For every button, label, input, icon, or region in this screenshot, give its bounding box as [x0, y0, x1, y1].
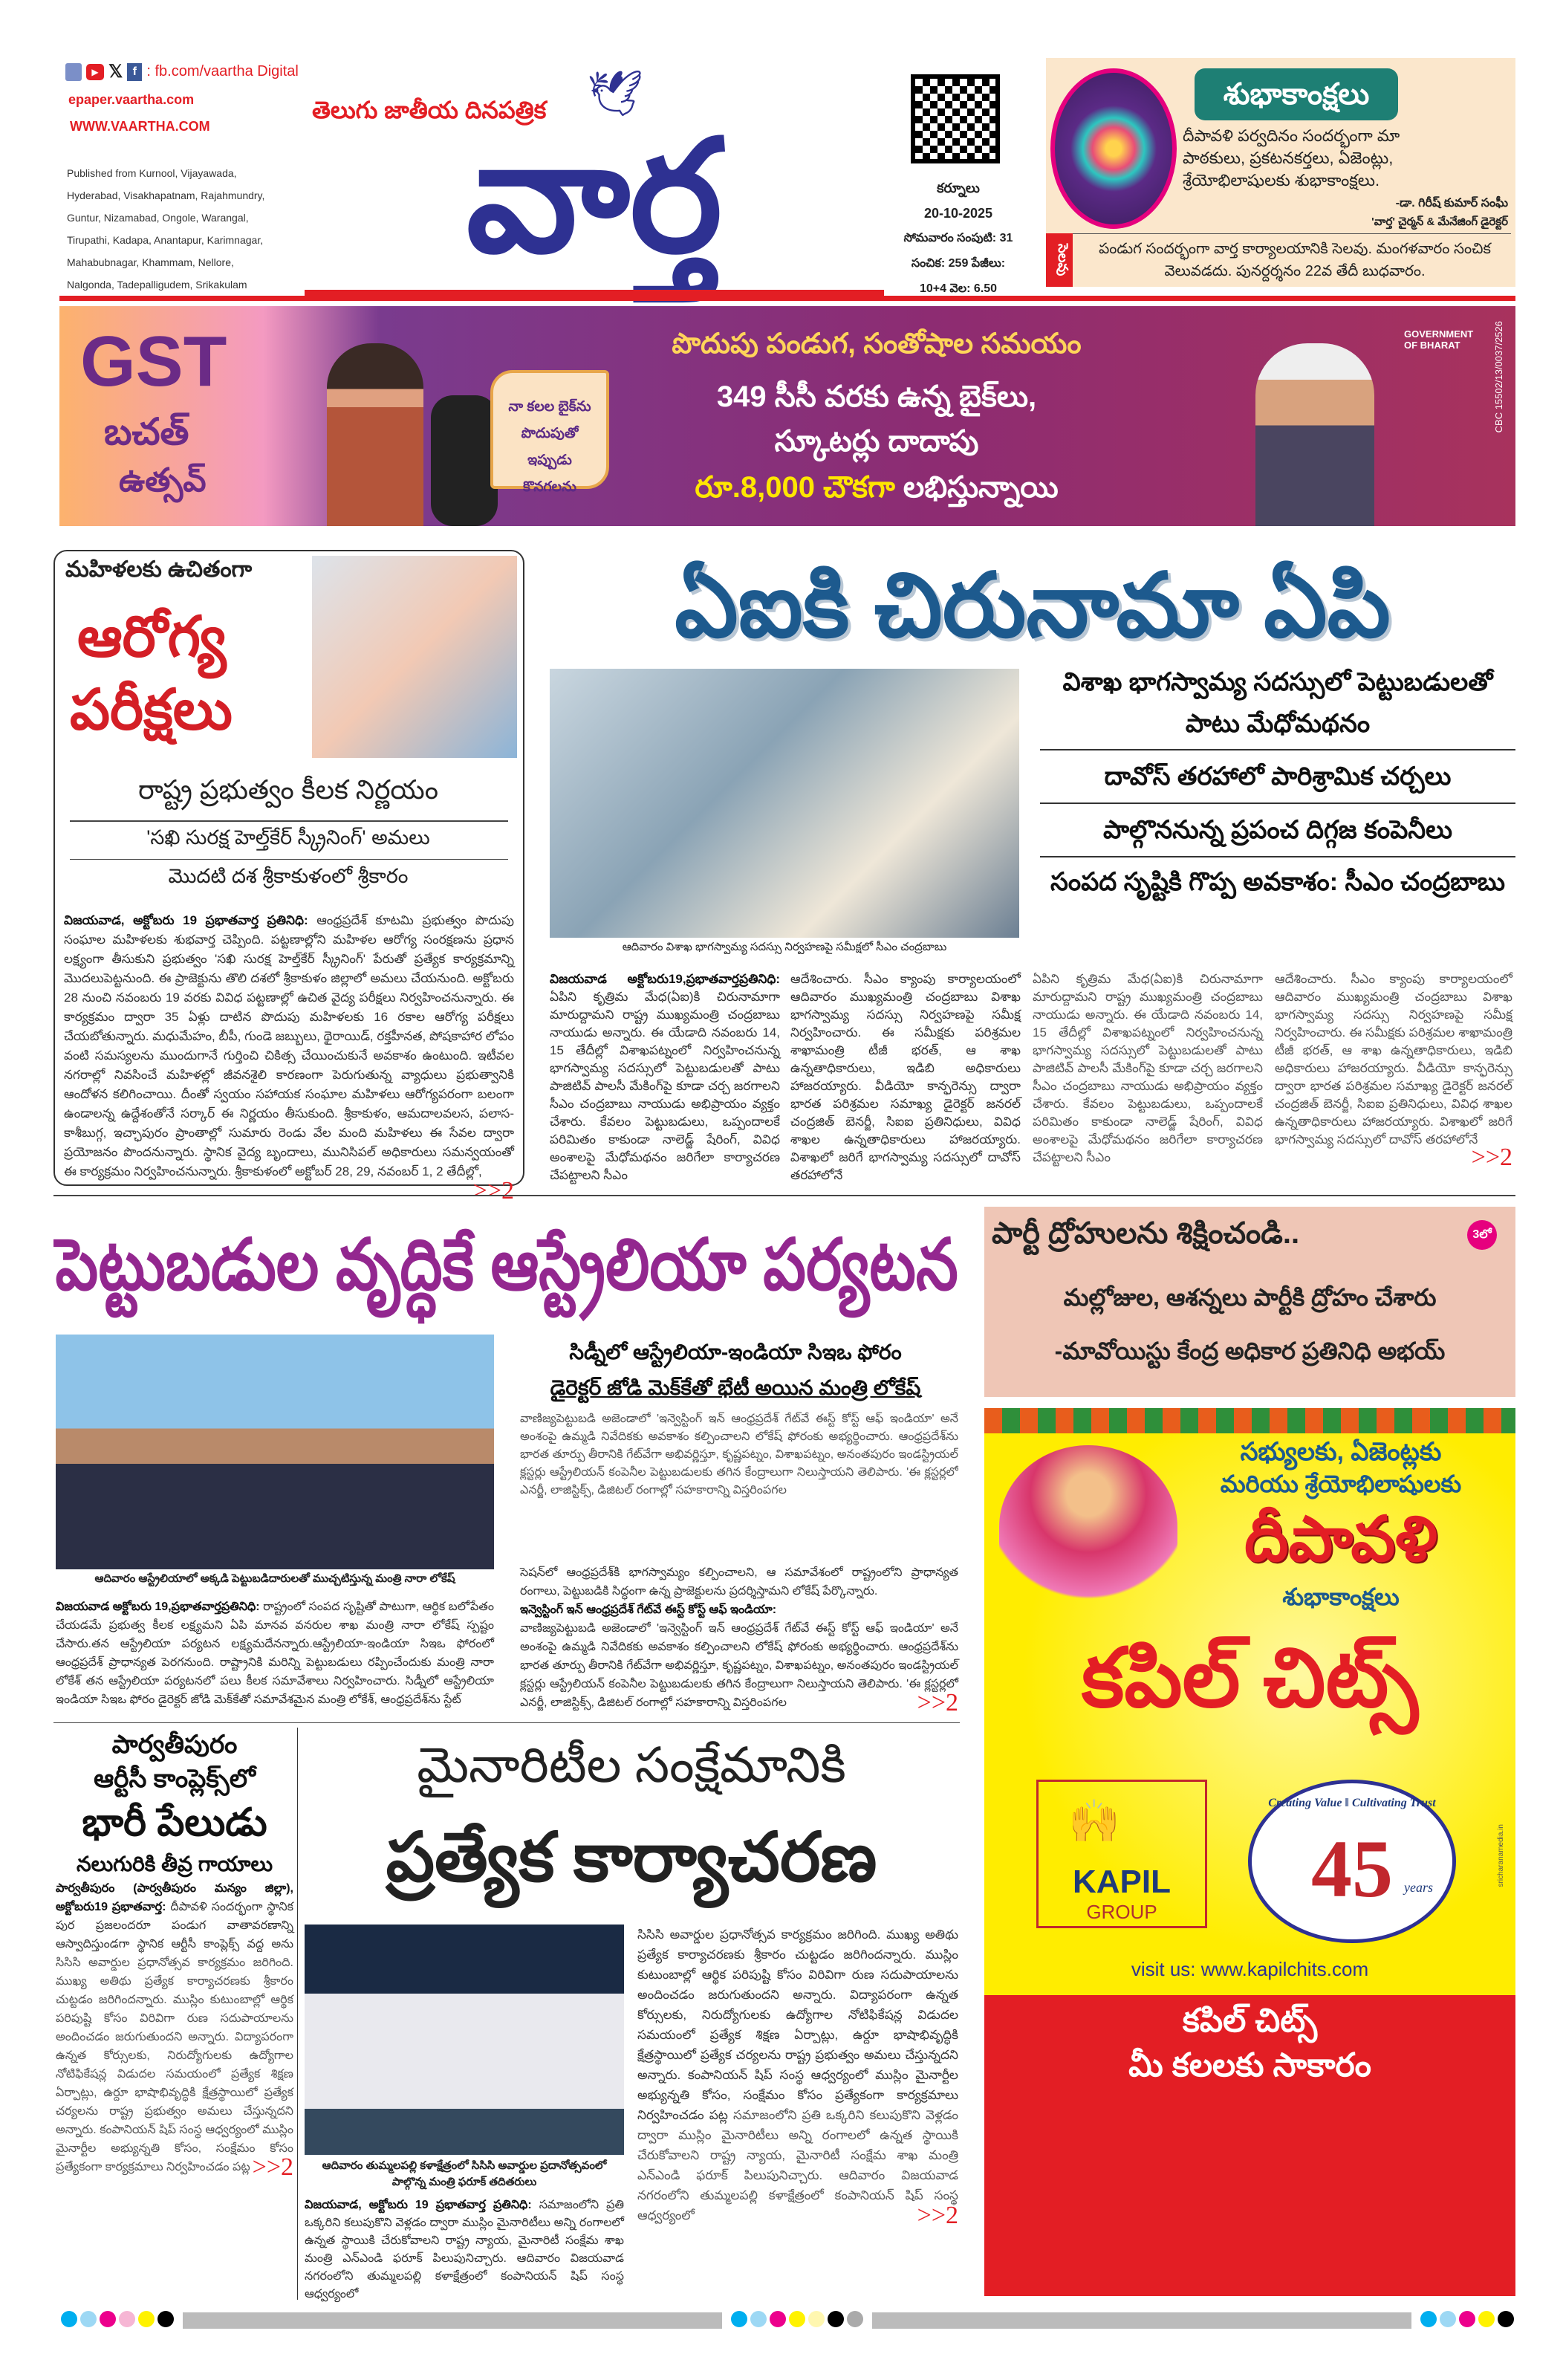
body-text: ఆంధ్రప్రదేశ్ కూటమి ప్రభుత్వం పొదుపు సంఘాల మహిళలకు శుభవార్త చెప్పింది. పట్టణాల్లోని మహిళల ఆరోగ్య సంరక్షణను ప్రధాన లక్ష్యంగా తీసుకుని ప్రభుత్వం 'సఖి సురక్ష హెల్త్‌కేర్ స్క్రీనింగ్' పేరుతో ప్రత్యేక కార్యక్రమాన్ని మొదలుపెట్టనుంది. ఈ ప్రాజెక్టును తొలి దశలో శ్రీకాకుళం జిల్లాలో అమలు చేయనుంది. అక్టోబరు 28 నుంచి నవంబరు 19 వరకు వివిధ పట్టణాల్లో ఉచిత వైద్య పరీక్షలు నిర్వహించనున్నారు. ఈ కార్యక్రమం ద్వారా 35 ఏళ్లు దాటిన పొదుపు మహిళలకు 16 రకాల ఆరోగ్య పరీక్షలు చేయబోతున్నారు. మధుమేహం, బీపీ, గుండె జబ్బులు, థైరాయిడ్, రక్తహీనత, పోషకాహార లోపం వంటి సమస్యలను ముందుగానే గుర్తించి చికిత్స చేయించుకునే అవకాశం ఉంటుంది. ఇటీవల నగరాల్లో నివసించే మహిళల్లో జీవనశైలి కారణంగా పెరుగుతున్న వ్యాధులు ప్రభుత్వానికి ఆందోళన కలిగించాయి. దీంతో స్వయం సహాయక సంఘాల మహిళలు ఆరోగ్యపరంగా బలంగా ఉండాలన్న ఉద్దేశంతోనే సర్కార్ ఈ నిర్ణయం తీసుకుంది. శ్రీకాకుళం, ఆమదాలవలస, పలాస-కాశీబుగ్గ, ఇచ్ఛాపురం ప్రాంతాల్లో సుమారు రెండు వేల మంది మహిళలు ఈ సేవల ద్వారా ప్రయోజనం పొందనున్నారు. స్థానిక వైద్య బృందాలు, మునిసిపల్ అధికారులు సమన్వయంతో ఈ కార్యక్రమం నిర్వహించనున్నారు. శ్రీకాకుళంలో అక్టోబర్ 28, 29, నవంబర్ 1, 2 తేదీల్లో, — [64, 913, 514, 1178]
logo-name: KAPIL — [1073, 1864, 1171, 1900]
epaper-icon — [65, 63, 82, 81]
ad-line — [624, 471, 1129, 512]
box-line: -మావోయిస్టు కేంద్ర అధికార ప్రతినిధి అభయ్ — [1054, 1337, 1446, 1364]
continued-link[interactable]: >>2 — [472, 1177, 514, 1204]
continued-link[interactable]: >>2 — [917, 2202, 958, 2229]
ad-greeting: మరియు శ్రేయోభిలాషులకు — [1220, 1471, 1462, 1497]
holiday-notice: పండుగ సందర్భంగా వార్త కార్యాలయానికి సెలవు. మంగళవారం సంచిక వెలువడదు. పునర్దర్శనం 22వ తేదీ బుధవారం. — [1099, 241, 1491, 279]
greeting-title: శుభాకాంక్షలు — [1195, 68, 1398, 120]
kapil-group-logo — [1036, 1780, 1207, 1928]
badge-number: 45 — [1311, 1823, 1393, 1914]
man-image — [327, 343, 423, 526]
epaper-link[interactable]: epaper.vaartha.com — [68, 92, 195, 107]
lakshmi-image — [999, 1445, 1177, 1609]
badge-motto: Creating Value ‖ Cultivating Trust — [1268, 1797, 1436, 1809]
health-story — [53, 550, 524, 1204]
subhead: దావోస్ తరహాలో పారిశ్రామిక చర్చలు — [1040, 750, 1515, 804]
subhead: విశాఖ భాగస్వామ్య సదస్సులో పెట్టుబడులతో పాటు మేధోమథనం — [1040, 661, 1515, 750]
facebook-icon: f — [127, 63, 142, 81]
day-volume: సోమవారం సంపుటి: 31 — [903, 232, 1013, 244]
tagline: తెలుగు జాతీయ దినపత్రిక — [312, 97, 547, 123]
ad-price: రూ.8,000 చౌకగా — [695, 471, 895, 504]
ad-footer-line: కపిల్ చిట్స్ — [1182, 2003, 1318, 2039]
headline: ప్రత్యేక కార్యాచరణ — [386, 1820, 877, 1896]
dove-icon: 🕊 — [587, 68, 644, 118]
subhead: సిడ్నీలో ఆస్ట్రేలియా-ఇండియా సిఇఒ ఫోరం — [569, 1340, 902, 1364]
deck: మొదటి దశ శ్రీకాకుళంలో శ్రీకారం — [168, 865, 409, 887]
published-line: Nalgonda, Tadepalligudem, Srikakulam — [67, 279, 247, 291]
holiday-tag: సెలవు — [1046, 233, 1073, 287]
headline: పరీక్షలు — [70, 678, 233, 742]
story-column — [550, 970, 780, 1184]
ad-headline: పొదుపు పండుగ, సంతోషాల సమయం — [672, 328, 1082, 360]
ad-credit: sricharanamedia.in — [1497, 1824, 1505, 1887]
subhead: నలుగురికి తీవ్ర గాయాలు — [76, 1852, 273, 1875]
gst-ad[interactable] — [59, 306, 1515, 526]
story-column: ఏపిని కృత్రిమ మేధ(ఏఐ)కి చిరునామాగా మారుద్దామని రాష్ట్ర ముఖ్యమంత్రి చంద్రబాబు నాయుడు అన్నారు. ఈ యేడాది నవంబరు 14, 15 తేదీల్లో విశాఖపట్నంలో నిర్వహించనున్న భాగస్వామ్య సదస్సులో పెట్టుబడులతో పాటు పాజిటివ్ పాలసీ మేకింగ్‌పై కూడా చర్చ జరగాలని సీఎం చంద్రబాబు నాయుడు అభిప్రాయం వ్యక్తం చేశారు. కేవలం పెట్టుబడులు, ఒప్పందాలకే పరిమితం కాకుండా నాలెడ్జ్ షేరింగ్, వివిధ అంశాలపై మేధోమథనం జరిగేలా కార్యాచరణ చేపట్టాలని సీఎం — [1033, 972, 1263, 1164]
logo-group: GROUP — [1086, 1901, 1157, 1923]
photo-caption: ఆదివారం ఆస్ట్రేలియాలో అక్కడి పెట్టుబడిదారులతో ముచ్చటిస్తున్న మంత్రి నారా లోకేష్ — [94, 1572, 455, 1585]
dateline: విజయవాడ అక్టోబరు19,ప్రభాతవార్తప్రతినిధి: — [550, 972, 780, 986]
qr-code[interactable] — [911, 74, 1000, 163]
body-text: ఏపిని కృత్రిమ మేధ(ఏఐ)కి చిరునామాగా మారుద్దామని రాష్ట్ర ముఖ్యమంత్రి చంద్రబాబు నాయుడు అన్నారు. ఈ యేడాది నవంబరు 14, 15 తేదీల్లో విశాఖపట్నంలో నిర్వహించనున్న భాగస్వామ్య సదస్సులో పెట్టుబడులతో పాటు పాజిటివ్ పాలసీ మేకింగ్‌పై కూడా చర్చ జరగాలని సీఎం చంద్రబాబు నాయుడు అభిప్రాయం వ్యక్తం చేశారు. కేవలం పెట్టుబడులు, ఒప్పందాలకే పరిమితం కాకుండా నాలెడ్జ్ షేరింగ్, వివిధ అంశాలపై మేధోమథనం జరిగేలా కార్యాచరణ చేపట్టాలని సీఎం — [550, 990, 780, 1182]
body-text: రాష్ట్రంలో సంపద సృష్టితో పాటుగా, ఆర్థిక బలోపేతం చేయడమే ప్రభుత్వ కీలక లక్ష్యమని ఏపి మానవ వనరుల శాఖ మంత్రి నారా లోకేష్ స్పష్టం చేసారు.తన ఆస్ట్రేలియా పర్యటన లక్ష్యమదేనన్నారు.ఆస్ట్రేలియా-ఇండియా సిఇఒ ఫోరంలో ఆంధ్రప్రదేశ్ ప్రాధాన్యత పెరగనుంది. రాష్ట్రానికి మరిన్ని పెట్టుబడులు రప్పించేందుకు మంత్రి నారా లోకేశ్ తన ఆస్ట్రేలియా పర్యటనలో పలు కీలక సమావేశాలు నిర్వహించారు. సిడ్నీలో ఆస్ట్రేలియా ఇండియా సిఇఒ ఫోరం డైరెక్టర్ జోడి మెక్‌కేతో సమావేశమైన మంత్రి లోకేశ్, ఆంధ్రప్రదేశ్‌ను స్టేట్ — [56, 1601, 494, 1706]
bachat-label: బచత్ — [104, 411, 189, 453]
greeting-message: దీపావళి పర్వదినం సందర్భంగా మా పాఠకులు, ప్రకటనకర్తలు, ఏజెంట్లు, శ్రేయోభిలాషులకు శుభాకాంక్షలు. — [1183, 126, 1400, 189]
continued-link[interactable]: >>2 — [917, 1689, 958, 1716]
ad-code: CBC 15502/13/0037/2526 — [1493, 321, 1504, 433]
cm-meeting-photo — [550, 669, 1019, 938]
masthead — [305, 59, 884, 296]
pages-price: 10+4 వెల: 6.50 — [919, 282, 998, 295]
edition-info — [891, 175, 1025, 302]
story-column — [305, 2196, 624, 2303]
badge-years: years — [1404, 1880, 1433, 1895]
story-column — [520, 1563, 958, 1716]
kicker: మహిళలకు ఉచితంగా — [65, 557, 253, 582]
box-headline: పార్టీ ద్రోహులను శిక్షించండి.. — [992, 1217, 1300, 1250]
masthead-underline — [305, 290, 884, 296]
website-link[interactable]: WWW.VAARTHA.COM — [70, 119, 210, 134]
social-links — [65, 61, 299, 82]
photo-caption: ఆదివారం విశాఖ భాగస్వామ్య సదస్సు నిర్వహణపై సమీక్షలో సీఎం చంద్రబాబు — [622, 941, 947, 953]
edition: కర్నూలు — [937, 181, 980, 195]
greeting-box — [1046, 58, 1515, 287]
award-photo — [305, 1925, 624, 2155]
dateline: విజయవాడ అక్టోబరు 19,ప్రభాతవార్తప్రతినిధి: — [56, 1601, 260, 1613]
dateline: పార్వతీపురం (పార్వతీపురం మన్యం జిల్లా), అక్టోబరు19 ప్రభాతవార్త: — [56, 1882, 293, 1913]
subhead: రాష్ట్ర ప్రభుత్వం కీలక నిర్ణయం — [138, 774, 438, 805]
date: 20-10-2025 — [923, 206, 993, 221]
australia-headline: పెట్టుబడుల వృద్ధికే ఆస్ట్రేలియా పర్యటన — [55, 1225, 959, 1305]
ad-website[interactable]: visit us: www.kapilchits.com — [1131, 1958, 1369, 1980]
published-line: Tirupathi, Kadapa, Anantapur, Karimnagar, — [67, 234, 264, 246]
story-column: ఆదేశించారు. సీఎం క్యాంపు కార్యాలయంలో ఆదివారం ముఖ్యమంత్రి చంద్రబాబు విశాఖ భాగస్వామ్య సదస్సు నిర్వహణపై సమీక్ష నిర్వహించారు. ఈ సమీక్షకు పరిశ్రమల శాఖామంత్రి టీజీ భరత్, ఆ శాఖ ఉన్నతాధికారులు, ఇడిబి అధికారులు హాజరయ్యారు. వీడియో కాన్ఫరెన్సు ద్వారా భారత పరిశ్రమల సమాఖ్య డైరెక్టర్ జనరల్ చంద్రజిత్ బెనర్జీ, సిఐఐ ప్రతినిధులు, వివిధ శాఖల ఉన్నతాధికారులు హాజరయ్యారు. విశాఖలో జరిగే భాగస్వామ్య సదస్సులో దావోస్ తరహాలోనే — [790, 972, 1021, 1182]
gst-label: GST — [80, 322, 227, 401]
facebook-link[interactable]: : fb.com/vaartha Digital — [146, 63, 299, 80]
issue: సంచిక: 259 పేజీలు: — [911, 257, 1006, 270]
story-body — [64, 911, 514, 1204]
headline: మైనారిటీల సంక్షేమానికి — [417, 1737, 846, 1792]
photo-caption: ఆదివారం తుమ్మలపల్లి కళాక్షేత్రంలో సిసిసి అవార్డుల ప్రదానోత్సవంలో పాల్గొన్న మంత్రి ఫరూక్ తదితరులు — [322, 2159, 607, 2188]
story-column — [637, 1925, 958, 2229]
published-line: Guntur, Nizamabad, Ongole, Warangal, — [67, 212, 249, 224]
body-text: దీపావళి సందర్భంగా స్థానిక పుర ప్రజలందరూ పండుగ వాతావరణాన్ని ఆస్వాదిస్తుండగా స్థానిక ఆర్టీసీ కాంప్లెక్స్ వద్ద అను — [56, 1901, 293, 1951]
x-icon: 𝕏 — [108, 62, 123, 82]
ad-wishes: శుభాకాంక్షలు — [1282, 1583, 1400, 1610]
continued-link[interactable]: >>2 — [1471, 1144, 1512, 1171]
body-text: సిసిసి అవార్డుల ప్రధానోత్సవ కార్యక్రమం జరిగింది. ముఖ్య అతిథు ప్రత్యేక కార్యాచరణకు శ్రీకారం చుట్టడం జరిగిందన్నారు. ముస్లిం కుటుంబాల్లో ఆర్థిక పరిపుష్టి కోసం విరివిగా రుణ సదుపాయాలను అందించడం జరుగుతుందని అన్నారు. విద్యాపరంగా ఉన్నత కోర్సులకు, నిరుద్యోగులకు ఉద్యోగాల నోటిఫికేషన్ల విడుదల సమయంలో ప్రత్యేక శిక్షణ ఏర్పాట్లు, ఉర్దూ భాషాభివృద్ధికి క్షేత్రస్థాయిలో ప్రత్యేక చర్యలను రాష్ట్ర ప్రభుత్వం అమలు చేస్తున్నదని అన్నారు. కంపానియన్ షిప్ సంస్థ ఆధ్వర్యంలో ముస్లిం మైనార్టీల అభ్యున్నతి కోసం, సంక్షేమం కోసం ప్రత్యేకంగా కార్యక్రమాలు నిర్వహించడం పట్ల — [637, 1927, 958, 2122]
section-head: ఇన్వెస్టింగ్ ఇన్ ఆంధ్రప్రదేశ్ గేట్‌వే ఈస్ట్ కోస్ట్ ఆఫ్ ఇండియా: — [520, 1604, 777, 1616]
body-text: సమాజంలోని ప్రతి ఒక్కరిని కలుపుకొని వెళ్లడం ద్వారా ముస్లిం మైనారిటీలు అన్ని రంగాలలో ఉన్నత స్థాయికి చేరుకోవాలని రాష్ట్ర న్యాయ, మైనారిటీ సంక్షేమ శాఖ మంత్రి ఎన్ఎండి ఫరూక్ పిలుపునిచ్చారు. ఆదివారం విజయవాడ నగరంలోని తుమ్మలపల్లి కళాక్షేత్రంలో కంపానియన్ షిప్ సంస్థ ఆధ్వర్యంలో — [637, 2108, 958, 2222]
continued-link[interactable]: >>2 — [252, 2153, 293, 2181]
headline: పార్వతీపురం — [111, 1731, 238, 1759]
published-line: Mahabubnagar, Khammam, Nellore, — [67, 256, 234, 268]
logo: వార్త — [466, 109, 723, 284]
deck: 'సఖి సురక్ష హెల్త్‌కేర్ స్క్రీనింగ్' అమలు — [146, 826, 430, 849]
ad-line: స్కూటర్లు దాదాపు — [774, 425, 979, 458]
subhead: పాల్గొననున్న ప్రపంచ దిగ్గజ కంపెనీలు — [1040, 804, 1515, 857]
lead-headline: ఏఐకి చిరునామా ఏపి — [675, 556, 1391, 655]
subhead: సంపద సృష్టికి గొప్ప అవకాశం: సీఎం చంద్రబాబు — [1050, 868, 1506, 896]
people-icon: 🙌 — [1068, 1797, 1120, 1844]
utsav-label: ఉత్సవ్ — [119, 462, 207, 499]
gov-emblem: GOVERNMENT OF BHARAT — [1404, 328, 1474, 351]
published-line: Published from Kurnool, Vijayawada, — [67, 167, 237, 179]
bp-photo — [312, 556, 517, 758]
dateline: విజయవాడ, అక్టోబరు 19 ప్రభాతవార్త ప్రతినిధి: — [305, 2199, 532, 2211]
designation: 'వార్త' చైర్మన్ & మేనేజింగ్ డైరెక్టర్ — [1371, 215, 1508, 228]
body-text: సమాజంలోని ప్రతి ఒక్కరిని కలుపుకొని వెళ్లడం ద్వారా ముస్లిం మైనారిటీలు అన్ని రంగాలలో ఉన్నత స్థాయికి చేరుకోవాలని రాష్ట్ర న్యాయ, మైనారిటీ సంక్షేమ శాఖ మంత్రి ఎన్ఎండి ఫరూక్ పిలుపునిచ్చారు. ఆదివారం విజయవాడ నగరంలోని తుమ్మలపల్లి కళాక్షేత్రంలో కంపానియన్ షిప్ సంస్థ ఆధ్వర్యంలో — [305, 2199, 624, 2300]
youtube-icon: ▶ — [86, 64, 104, 80]
body-text: సిసిసి అవార్డుల ప్రధానోత్సవ కార్యక్రమం జరిగింది. ముఖ్య అతిథు ప్రత్యేక కార్యాచరణకు శ్రీకారం చుట్టడం జరిగిందన్నారు. ముస్లిం కుటుంబాల్లో ఆర్థిక పరిపుష్టి కోసం విరివిగా రుణ సదుపాయాలను అందించడం జరుగుతుందని అన్నారు. విద్యాపరంగా ఉన్నత కోర్సులకు, నిరుద్యోగులకు ఉద్యోగాల నోటిఫికేషన్ల విడుదల సమయంలో ప్రత్యేక శిక్షణ ఏర్పాట్లు, ఉర్దూ భాషాభివృద్ధికి క్షేత్రస్థాయిలో ప్రత్యేక చర్యలను రాష్ట్ర ప్రభుత్వం అమలు చేస్తున్నదని అన్నారు. కంపానియన్ షిప్ సంస్థ ఆధ్వర్యంలో ముస్లిం మైనార్టీల అభ్యున్నతి కోసం, సంక్షేమం కోసం ప్రత్యేకంగా కార్యక్రమాలు నిర్వహించడం పట్ల — [56, 1956, 293, 2173]
dateline: విజయవాడ, అక్టోబరు 19 ప్రభాతవార్త ప్రతినిధి: — [64, 913, 308, 927]
body-text: వాణిజ్యపెట్టుబడి అజెండాలో 'ఇన్వెస్టింగ్ ఇన్ ఆంధ్రప్రదేశ్ గేట్‌వే ఈస్ట్ కోస్ట్ ఆఫ్ ఇండియా' అనే అంశంపై ఉమ్మడి నివేదికకు అవకాశం కల్పించాలని లోకేష్ ఫోరంకు అభ్యర్థించారు. ఆంధ్రప్రదేశ్‌ను భారత తూర్పు తీరానికి గేట్‌వేగా అభివర్ణిస్తూ, కృష్ణపట్నం, విశాఖపట్నం, అనంతపురం ఇండస్ట్రియల్ క్లస్టర్లు ఆస్ట్రేలియన్ కంపెనీల పెట్టుబడులకు తగిన కేంద్రాలుగా నిలుస్తాయని తెలిపారు. 'ఈ క్లస్టర్లలో ఎనర్జీ, లాజిస్టిక్స్, డిజిటల్ రంగాల్లో సహకారాన్ని విస్తరింపగల — [520, 1622, 958, 1709]
subheads — [1040, 661, 1515, 902]
blast-story — [56, 1728, 293, 2181]
ad-festival: దీపావళి — [1244, 1504, 1437, 1574]
body-text: ఆదేశించారు. సీఎం క్యాంపు కార్యాలయంలో ఆదివారం ముఖ్యమంత్రి చంద్రబాబు విశాఖ భాగస్వామ్య సదస్సు నిర్వహణపై సమీక్ష నిర్వహించారు. ఈ సమీక్షకు పరిశ్రమల శాఖామంత్రి టీజీ భరత్, ఆ శాఖ ఉన్నతాధికారులు, ఇడిబి అధికారులు హాజరయ్యారు. వీడియో కాన్ఫరెన్సు ద్వారా భారత పరిశ్రమల సమాఖ్య డైరెక్టర్ జనరల్ చంద్రజిత్ బెనర్జీ, సిఐఐ ప్రతినిధులు, వివిధ శాఖల ఉన్నతాధికారులు హాజరయ్యారు. విశాఖలో జరిగే భాగస్వామ్య సదస్సులో దావోస్ తరహాలోనే — [1275, 972, 1512, 1147]
bike-image — [431, 395, 498, 526]
subhead: డైరెక్టర్ జోడి మెక్‌కేతో భేటీ అయిన మంత్రి లోకేష్ — [550, 1376, 921, 1399]
story-body — [56, 1879, 293, 2181]
diya-image — [1050, 68, 1177, 229]
story-column: వాణిజ్యపెట్టుబడి అజెండాలో 'ఇన్వెస్టింగ్ ఇన్ ఆంధ్రప్రదేశ్ గేట్‌వే ఈస్ట్ కోస్ట్ ఆఫ్ ఇండియా' అనే అంశంపై ఉమ్మడి నివేదికకు అవకాశం కల్పించాలని లోకేష్ ఫోరంకు అభ్యర్థించారు. ఆంధ్రప్రదేశ్‌ను భారత తూర్పు తీరానికి గేట్‌వేగా అభివర్ణిస్తూ, కృష్ణపట్నం, విశాఖపట్నం, అనంతపురం ఇండస్ట్రియల్ క్లస్టర్లు ఆస్ట్రేలియన్ కంపెనీల పెట్టుబడులకు తగిన కేంద్రాలుగా నిలుస్తాయని తెలిపారు. 'ఈ క్లస్టర్లలో ఎనర్జీ, లాజిస్టిక్స్, డిజిటల్ రంగాల్లో సహకారాన్ని విస్తరింపగల — [520, 1413, 958, 1497]
ad-line: 349 సీసీ వరకు ఉన్న బైక్‌లు, — [716, 380, 1037, 413]
story-column — [1275, 970, 1512, 1171]
lokesh-photo — [56, 1335, 494, 1569]
story-column — [56, 1598, 494, 1709]
published-from — [67, 162, 267, 296]
box-line: మల్లోజుల, ఆశన్నలు పార్టీకి ద్రోహం చేశారు — [1063, 1284, 1437, 1311]
page-ref-badge[interactable]: 3లో — [1467, 1220, 1497, 1250]
header-rule — [59, 296, 1515, 301]
ad-greeting: సభ్యులకు, ఏజెంట్లకు — [1240, 1438, 1442, 1466]
ad-line-rest: లభిస్తున్నాయి — [894, 471, 1059, 504]
speech-bubble: నా కలల బైక్‌ను పొదుపుతో ఇప్పుడు కొనగలను — [490, 370, 609, 489]
headline: ఆర్టీసీ కాంప్లెక్స్‌లో — [94, 1765, 256, 1793]
headline: ఆరోగ్య — [77, 606, 227, 669]
maoist-box — [984, 1207, 1515, 1397]
anniversary-badge — [1248, 1780, 1456, 1943]
kapil-chits-ad[interactable] — [984, 1408, 1515, 2296]
published-line: Hyderabad, Visakhapatnam, Rajahmundry, — [67, 189, 265, 201]
australia-headline-box — [56, 1202, 958, 1329]
pm-image — [1255, 343, 1374, 526]
garland — [984, 1408, 1515, 1433]
ad-brand: కపిల్ చిట్స్ — [1081, 1632, 1419, 1724]
ad-footer-line: మీ కలలకు సాకారం — [1128, 2047, 1371, 2084]
signature: -డా. గిరీష్ కుమార్ సంఘీ — [1395, 197, 1508, 210]
print-color-bar — [59, 2309, 1515, 2332]
body-text: సెషన్‌లో ఆంధ్రప్రదేశ్‌కి భాగస్వామ్యం కల్పించాలని, ఆ సమావేశంలో రాష్ట్రంలోని ప్రాధాన్యత రంగాలు, పెట్టుబడికి సిద్ధంగా ఉన్న ప్రాజెక్టులను ప్రదర్శిస్తామని లోకేష్ పేర్కొన్నారు. — [520, 1566, 958, 1598]
headline: భారీ పేలుడు — [82, 1801, 267, 1844]
